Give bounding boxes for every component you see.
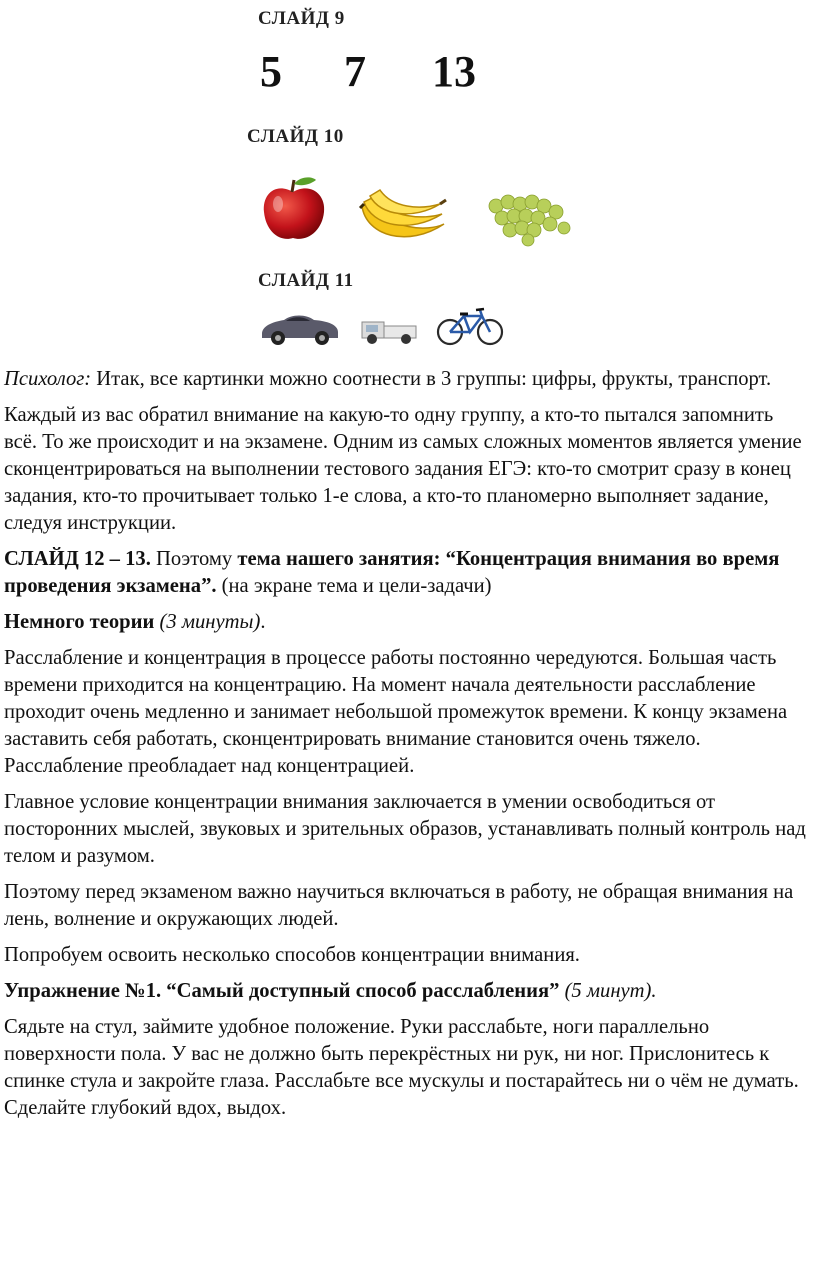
number-13: 13: [432, 47, 476, 96]
grapes-image: [486, 192, 574, 248]
paragraph-attention: Каждый из вас обратил внимание на какую-то одну группу, а кто-то пытался запомнить всё. То же происходит и на экзамене. Одним из самых сложных моментов является умение сконцентрироваться на выполнении тестового задания ЕГЭ: кто-то смотрит сразу в конец задания, кто-то прочитывает только 1-е слова, а кто-то планомерно выполняет задание, следуя инструкции.: [4, 404, 802, 534]
exercise-time: (5 минут).: [559, 980, 657, 1002]
banana-image: [358, 186, 450, 248]
slide-11-label: СЛАЙД 11: [258, 270, 354, 291]
paragraph-main-condition: Главное условие концентрации внимания заключается в умении освободиться от посторонних мыслей, звуковых и зрительных образов, устанавливать полный контроль над телом и разумом.: [4, 791, 806, 867]
paragraph-theory-heading: [4, 609, 810, 636]
exercise-title: Упражнение №1.: [4, 980, 162, 1002]
exercise-quote: “Самый доступный способ расслабления”: [161, 980, 560, 1002]
slide-9-label: СЛАЙД 9: [258, 8, 345, 29]
paragraph-relaxation: Расслабление и концентрация в процессе работы постоянно чередуются. Большая часть времени приходится на концентрацию. На момент начала деятельности расслабление проходит очень медленно и занимает небольшой промежуток времени. К концу экзамена заставить себя работать, сконцентрировать внимание становится очень тяжело. Расслабление преобладает над концентрацией.: [4, 647, 788, 777]
paragraph-exercise-instructions: Сядьте на стул, займите удобное положение. Руки расслабьте, ноги параллельно поверхности пола. У вас не должно быть перекрёстных ни рук, ни ног. Прислонитесь к спинке стула и закройте глаза. Расслабьте все мускулы и постарайтесь ни о чём не думать. Сделайте глубокий вдох, выдох.: [4, 1016, 799, 1119]
slide-12-13-label: СЛАЙД 12 – 13.: [4, 548, 151, 570]
bicycle-image: [436, 302, 504, 348]
paragraph-text: Поэтому: [150, 548, 238, 570]
theory-time: (3 минуты): [154, 611, 261, 633]
car-image: [258, 308, 342, 348]
paragraph-psychologist: [4, 366, 810, 393]
paragraph-try-methods: Попробуем освоить несколько способов концентрации внимания.: [4, 944, 580, 966]
truck-image: [358, 312, 420, 346]
apple-image: [256, 174, 330, 244]
paragraph-text: Итак, все картинки можно соотнести в 3 группы: цифры, фрукты, транспорт.: [91, 368, 772, 390]
paragraph-before-exam: Поэтому перед экзаменом важно научиться включаться в работу, не обращая внимания на лень, волнение и окружающих людей.: [4, 881, 794, 930]
lesson-theme: тема нашего занятия: “Концентрация внимания во время проведения экзамена”.: [4, 548, 780, 597]
number-5: 5: [260, 47, 282, 96]
paragraph-exercise-1-heading: [4, 978, 810, 1005]
speaker-label: Психолог:: [4, 368, 92, 390]
paragraph-text: .: [260, 611, 266, 633]
document-body: [4, 366, 810, 1131]
theory-title: Немного теории: [4, 611, 155, 633]
paragraph-slide-12-13: [4, 546, 810, 600]
slide-10-label: СЛАЙД 10: [247, 126, 344, 147]
paragraph-text: (на экране тема и цели-задачи): [216, 575, 492, 597]
number-7: 7: [344, 47, 366, 96]
